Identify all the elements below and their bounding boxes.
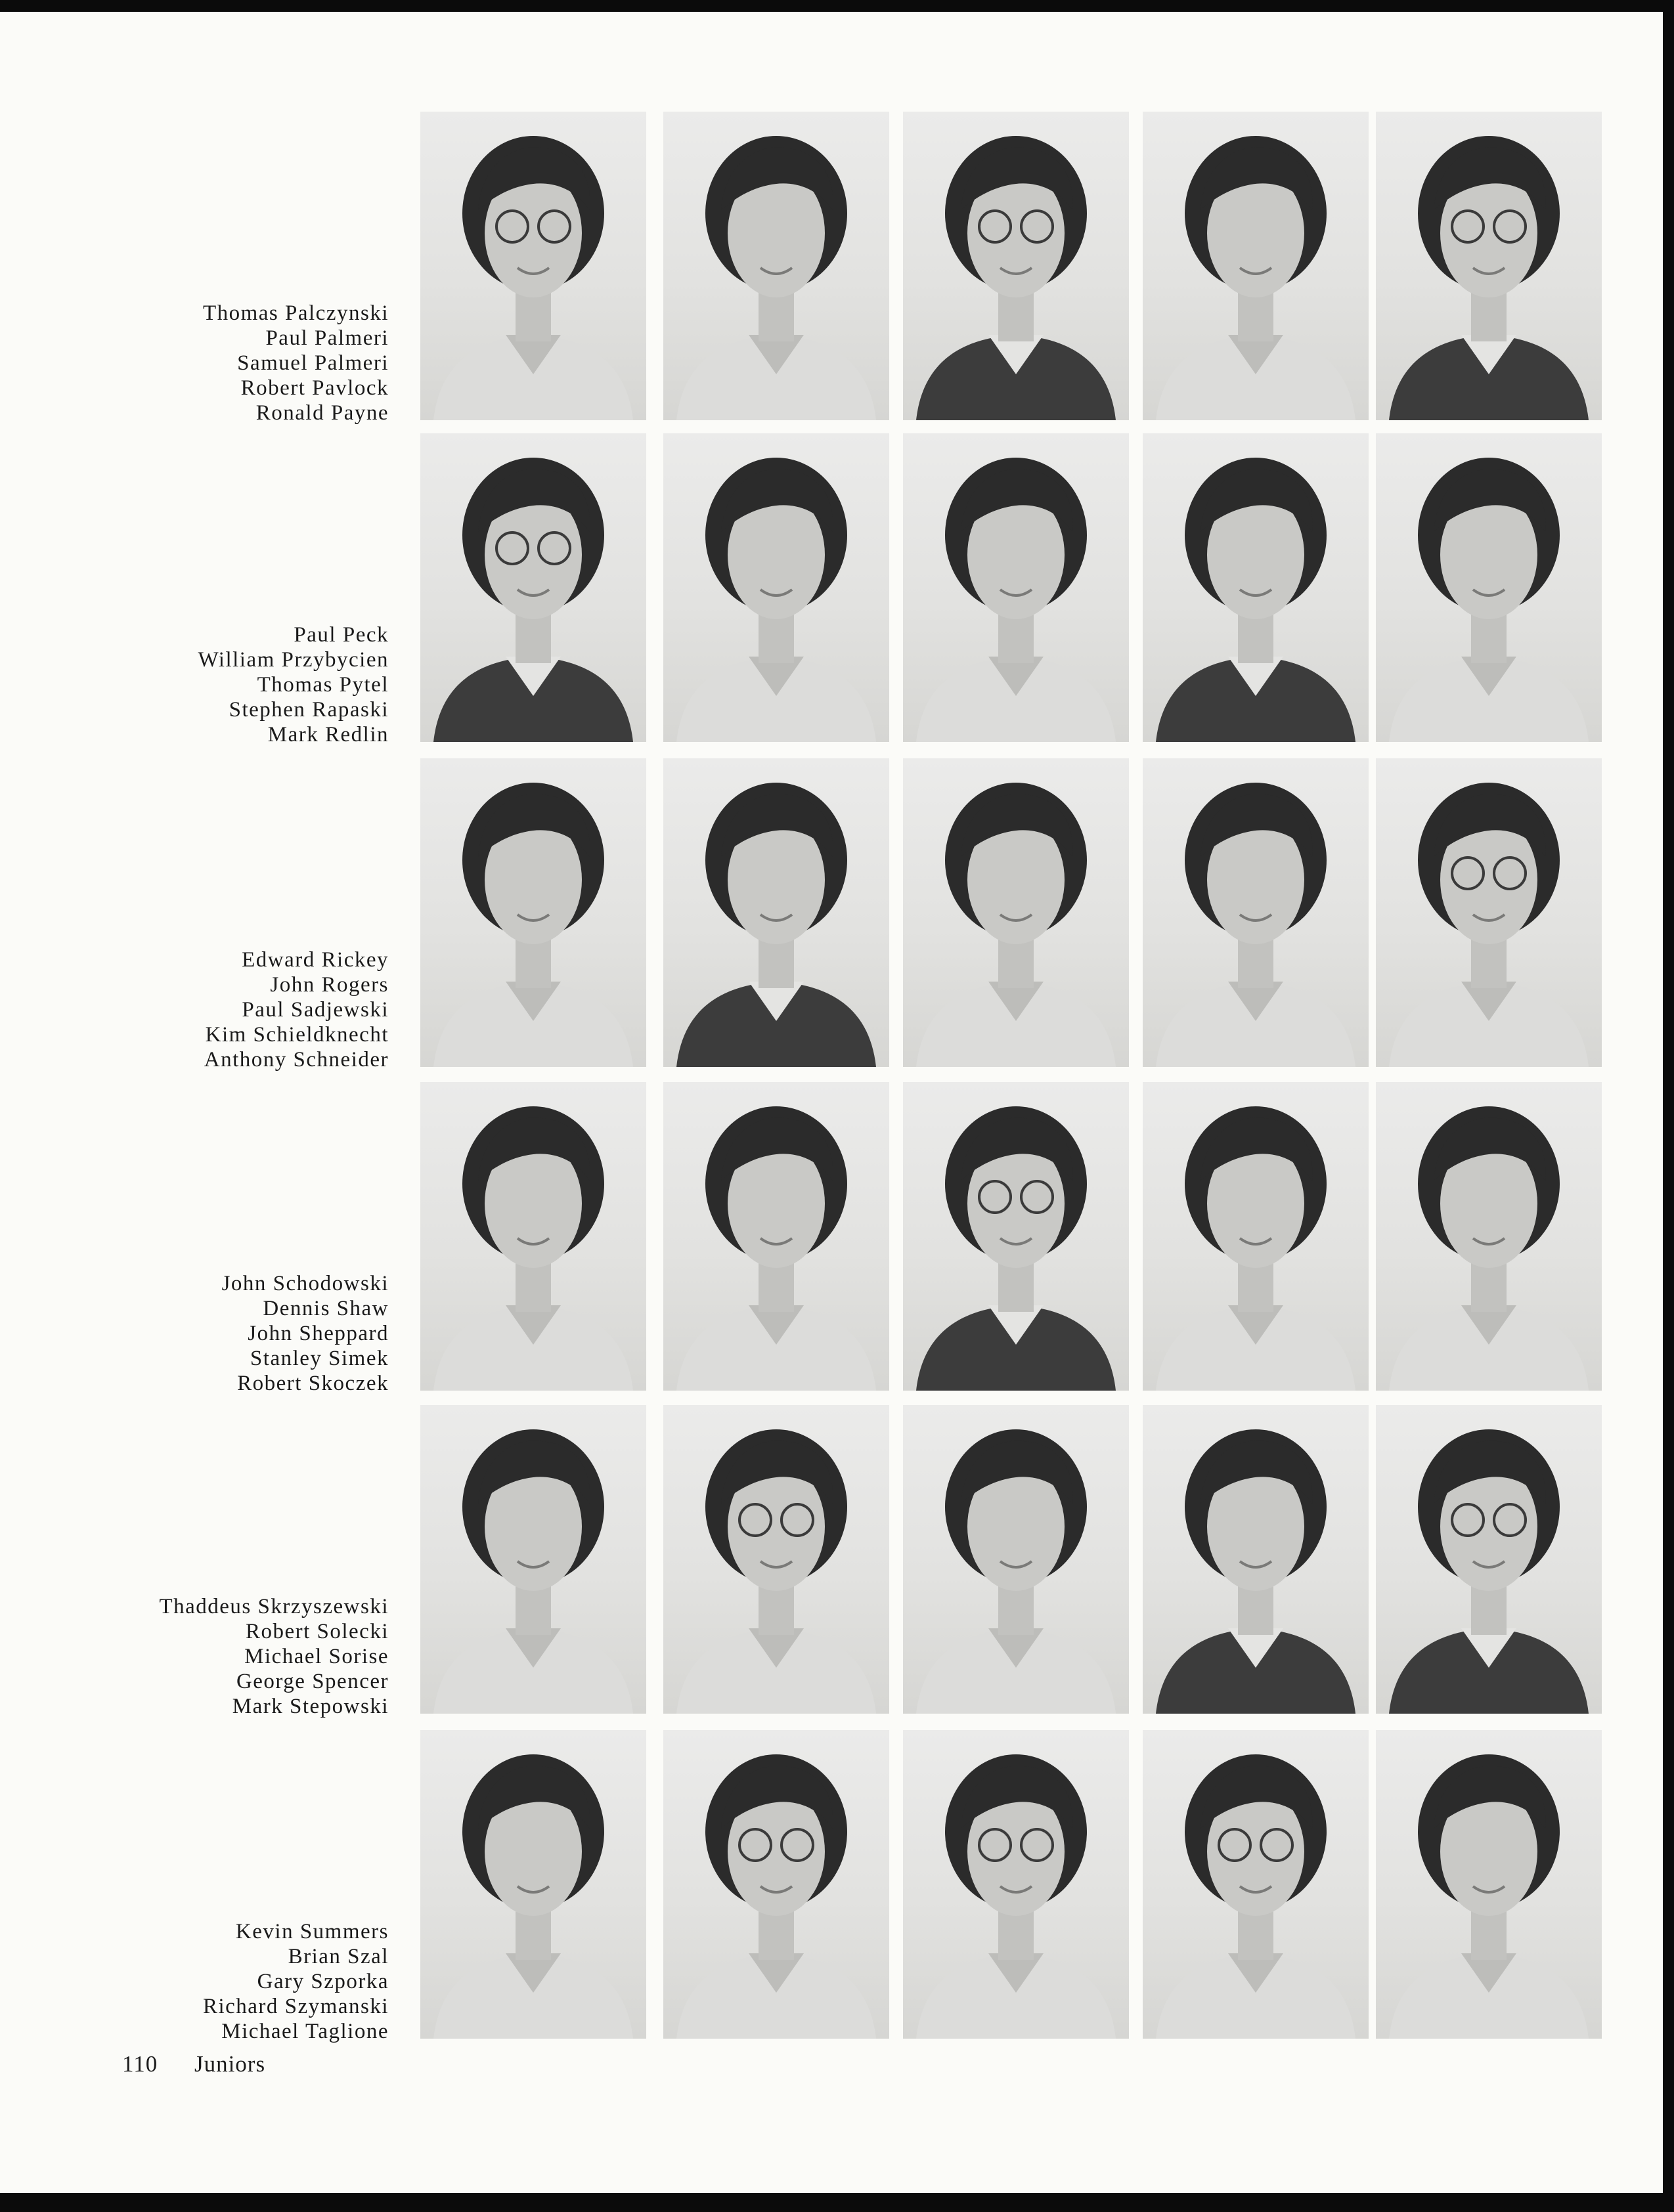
name-caption bbox=[0, 1594, 389, 1719]
student-portrait bbox=[1143, 1082, 1369, 1391]
student-name: Thomas Palczynski bbox=[202, 301, 389, 325]
student-portrait bbox=[663, 433, 889, 742]
student-name: Anthony Schneider bbox=[204, 1048, 389, 1072]
student-name: Paul Peck bbox=[294, 623, 389, 647]
student-portrait bbox=[903, 1082, 1129, 1391]
student-portrait bbox=[420, 433, 646, 742]
student-name: Kevin Summers bbox=[235, 1920, 389, 1943]
student-portrait bbox=[663, 758, 889, 1067]
student-portrait bbox=[1143, 112, 1369, 420]
student-portrait bbox=[420, 1082, 646, 1391]
student-portrait bbox=[663, 1730, 889, 2039]
section-title: Juniors bbox=[194, 2051, 266, 2077]
name-caption bbox=[0, 1919, 389, 2044]
student-portrait bbox=[903, 433, 1129, 742]
student-portrait bbox=[420, 112, 646, 420]
student-name: George Spencer bbox=[236, 1670, 389, 1693]
student-name: Stanley Simek bbox=[250, 1347, 389, 1370]
student-portrait bbox=[1376, 1082, 1602, 1391]
student-portrait bbox=[420, 1730, 646, 2039]
portrait-row bbox=[0, 1730, 1674, 2044]
name-caption bbox=[0, 301, 389, 425]
student-name: Kim Schieldknecht bbox=[205, 1023, 389, 1047]
student-name: Paul Sadjewski bbox=[242, 998, 389, 1022]
student-name: Michael Taglione bbox=[221, 2020, 389, 2043]
student-name: Thomas Pytel bbox=[257, 673, 389, 697]
portrait-row bbox=[0, 433, 1674, 747]
student-portrait bbox=[663, 112, 889, 420]
student-name: John Rogers bbox=[270, 973, 389, 997]
scan-border-bottom bbox=[0, 2193, 1674, 2212]
student-portrait bbox=[1376, 1730, 1602, 2039]
portrait-row bbox=[0, 112, 1674, 425]
student-name: Ronald Payne bbox=[255, 401, 389, 425]
student-portrait bbox=[1143, 1405, 1369, 1714]
page-number: 110 bbox=[122, 2051, 158, 2077]
student-portrait bbox=[420, 758, 646, 1067]
student-name: William Przybycien bbox=[198, 648, 389, 672]
student-portrait bbox=[903, 1405, 1129, 1714]
student-name: John Schodowski bbox=[221, 1272, 389, 1295]
student-portrait bbox=[420, 1405, 646, 1714]
portrait-row bbox=[0, 758, 1674, 1072]
student-portrait bbox=[1376, 758, 1602, 1067]
portrait-row bbox=[0, 1082, 1674, 1396]
student-name: Dennis Shaw bbox=[263, 1297, 389, 1320]
student-portrait bbox=[1376, 433, 1602, 742]
student-name: Michael Sorise bbox=[244, 1645, 389, 1668]
student-name: Robert Solecki bbox=[245, 1620, 389, 1643]
name-caption bbox=[0, 947, 389, 1072]
student-portrait bbox=[903, 112, 1129, 420]
student-name: Robert Skoczek bbox=[237, 1372, 389, 1395]
name-caption bbox=[0, 1271, 389, 1396]
student-name: Mark Stepowski bbox=[232, 1695, 389, 1718]
student-name: Richard Szymanski bbox=[202, 1995, 389, 2018]
student-portrait bbox=[663, 1405, 889, 1714]
student-name: Mark Redlin bbox=[267, 723, 389, 747]
student-portrait bbox=[1143, 433, 1369, 742]
student-portrait bbox=[1376, 1405, 1602, 1714]
student-name: John Sheppard bbox=[248, 1322, 389, 1345]
student-name: Gary Szporka bbox=[257, 1970, 389, 1993]
student-portrait bbox=[663, 1082, 889, 1391]
student-name: Samuel Palmeri bbox=[237, 351, 389, 375]
student-name: Robert Pavlock bbox=[240, 376, 389, 400]
student-name: Stephen Rapaski bbox=[229, 698, 389, 722]
student-portrait bbox=[903, 1730, 1129, 2039]
student-portrait bbox=[903, 758, 1129, 1067]
student-portrait bbox=[1143, 758, 1369, 1067]
student-name: Brian Szal bbox=[288, 1945, 389, 1968]
student-name: Thaddeus Skrzyszewski bbox=[159, 1595, 389, 1618]
page-footer bbox=[122, 2051, 296, 2077]
student-name: Edward Rickey bbox=[242, 948, 389, 972]
scan-border-top bbox=[0, 0, 1674, 12]
student-portrait bbox=[1376, 112, 1602, 420]
portrait-row bbox=[0, 1405, 1674, 1719]
student-portrait bbox=[1143, 1730, 1369, 2039]
name-caption bbox=[0, 622, 389, 747]
student-name: Paul Palmeri bbox=[265, 326, 389, 350]
